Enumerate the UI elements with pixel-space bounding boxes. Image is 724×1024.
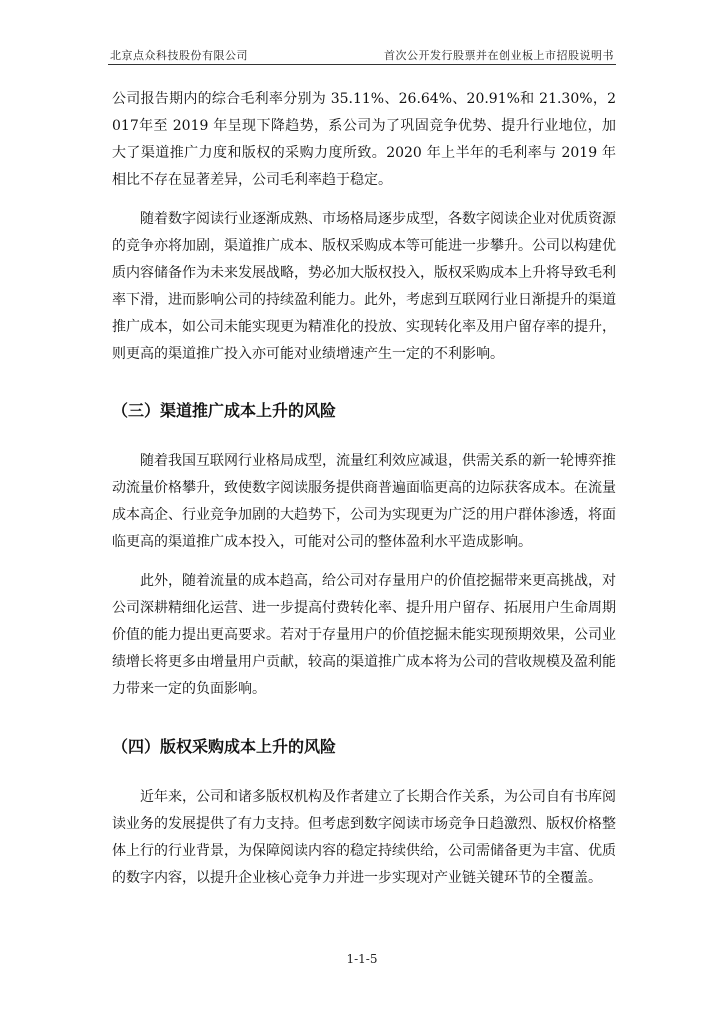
paragraph-gross-margin: 公司报告期内的综合毛利率分别为 35.11%、26.64%、20.91%和 21.30%，2017年至 2019 年呈现下降趋势，系公司为了巩固竞争优势、提升行业地位，加大了渠道推广力度和版权的采购力度所致。2020 年上半年的毛利率与 2019 年相比不存在显著差异，公司毛利率趋于稳定。 [112,91,616,188]
header-document-title: 首次公开发行股票并在创业板上市招股说明书 [384,49,614,62]
section-heading-copyright-cost-risk: （四）版权采购成本上升的风险 [112,737,337,756]
section-heading-channel-promotion-risk: （三）渠道推广成本上升的风险 [112,401,337,420]
paragraph-traffic-cost: 随着我国互联网行业格局成型，流量红利效应减退，供需关系的新一轮博弈推动流量价格攀升，致使数字阅读服务提供商普遍面临更高的边际获客成本。在流量成本高企、行业竞争加剧的大趋势下，公司为实现更为广泛的用户群体渗透，将面临更高的渠道推广成本投入，可能对公司的整体盈利水平造成影响。 [112,453,616,550]
paragraph-copyright-cooperation: 近年来，公司和诸多版权机构及作者建立了长期合作关系，为公司自有书库阅读业务的发展提供了有力支持。但考虑到数字阅读市场竞争日趋激烈、版权价格整体上行的行业背景，为保障阅读内容的稳定持续供给，公司需储备更为丰富、优质的数字内容，以提升企业核心竞争力并进一步实现对产业链关键环节的全覆盖。 [112,789,616,886]
paragraph-digital-reading-competition: 随着数字阅读行业逐渐成熟、市场格局逐步成型，各数字阅读企业对优质资源的竞争亦将加剧，渠道推广成本、版权采购成本等可能进一步攀升。公司以构建优质内容储备作为未来发展战略，势必加大版权投入，版权采购成本上升将导致毛利率下滑，进而影响公司的持续盈利能力。此外，考虑到互联网行业日渐提升的渠道推广成本，如公司未能实现更为精准化的投放、实现转化率及用户留存率的提升，则更高的渠道推广投入亦可能对业绩增速产生一定的不利影响。 [112,211,616,362]
page-number: 1-1-5 [346,952,378,966]
paragraph-existing-user-value: 此外，随着流量的成本趋高，给公司对存量用户的价值挖掘带来更高挑战，对公司深耕精细化运营、进一步提高付费转化率、提升用户留存、拓展用户生命周期价值的能力提出更高要求。若对于存量用户的价值挖掘未能实现预期效果，公司业绩增长将更多由增量用户贡献，较高的渠道推广成本将为公司的营收规模及盈利能力带来一定的负面影响。 [112,573,616,697]
page-header [108,44,616,65]
header-company-name: 北京点众科技股份有限公司 [110,49,248,62]
